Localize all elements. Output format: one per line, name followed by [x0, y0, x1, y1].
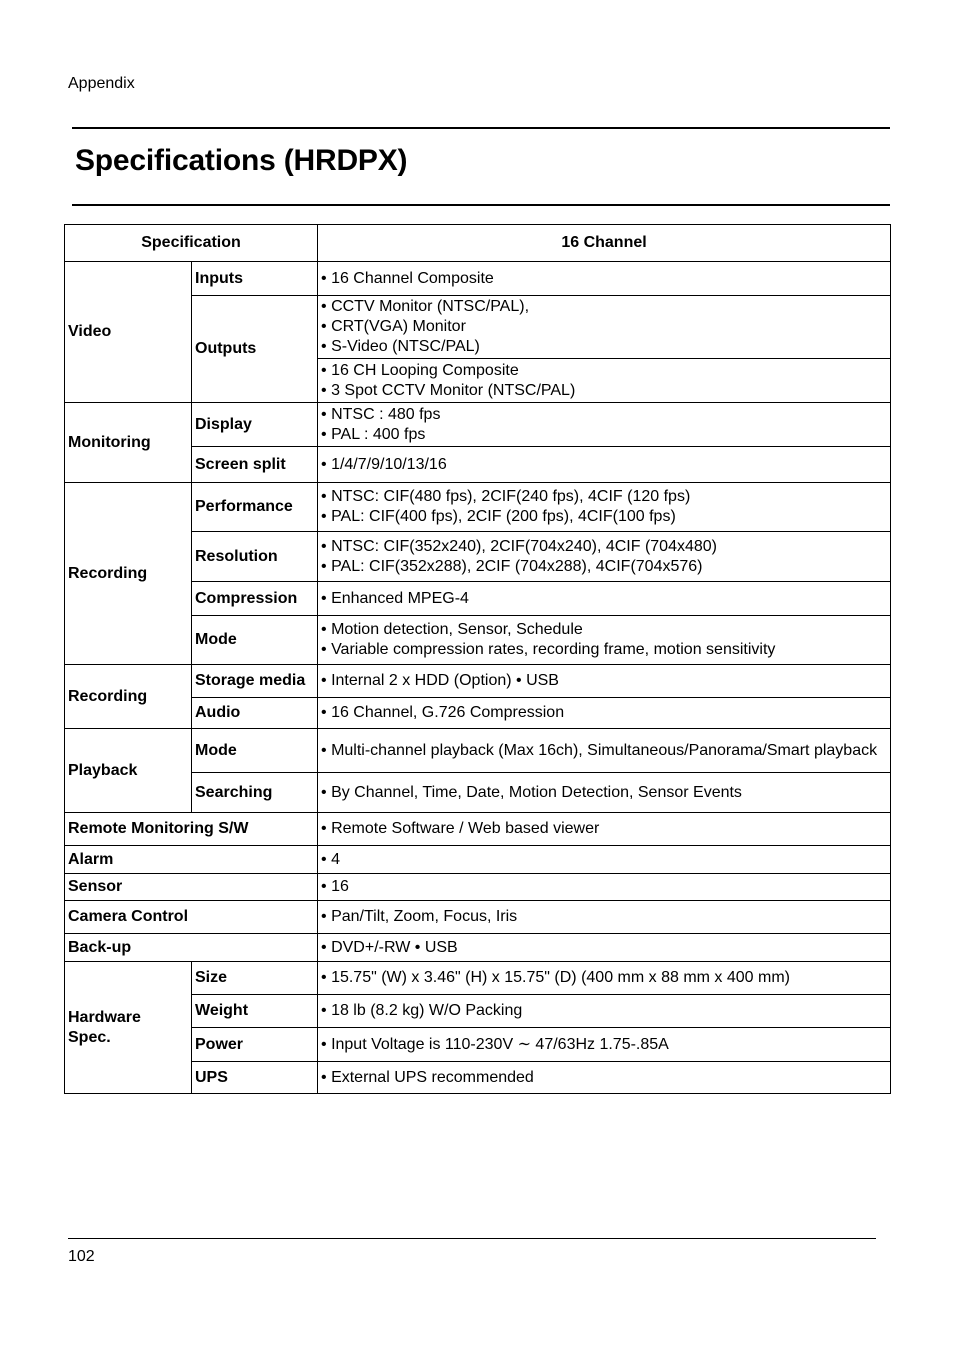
value-remote-monitoring: • Remote Software / Web based viewer [318, 813, 891, 846]
value-ups: • External UPS recommended [318, 1062, 891, 1094]
category-video: Video [65, 262, 192, 403]
value-size: • 15.75" (W) x 3.46" (H) x 15.75" (D) (400 mm x 88 mm x 400 mm) [318, 962, 891, 995]
page-title: Specifications (HRDPX) [75, 144, 408, 177]
value-playback-mode: • Multi-channel playback (Max 16ch), Simultaneous/Panorama/Smart playback [318, 729, 891, 773]
value-alarm: • 4 [318, 846, 891, 874]
table-row [65, 962, 891, 995]
specifications-table [64, 224, 891, 1094]
table-row [65, 262, 891, 296]
category-playback: Playback [65, 729, 192, 813]
section-label: Appendix [68, 75, 135, 92]
page-number: 102 [68, 1248, 95, 1265]
value-screen-split: • 1/4/7/9/10/13/16 [318, 447, 891, 483]
value-recording-mode: • Motion detection, Sensor, Schedule • Variable compression rates, recording frame, motion sensitivity [318, 616, 891, 665]
value-camera-control: • Pan/Tilt, Zoom, Focus, Iris [318, 901, 891, 934]
category-sensor: Sensor [65, 874, 318, 901]
category-recording-2: Recording [65, 665, 192, 729]
value-power: • Input Voltage is 110-230V ∼ 47/63Hz 1.75-.85A [318, 1028, 891, 1062]
value-performance: • NTSC: CIF(480 fps), 2CIF(240 fps), 4CIF (120 fps) • PAL: CIF(400 fps), 2CIF (200 fps), 4CIF(100 fps) [318, 483, 891, 532]
spec-searching: Searching [192, 773, 318, 813]
value-outputs-2: • 16 CH Looping Composite • 3 Spot CCTV Monitor (NTSC/PAL) [318, 359, 891, 403]
spec-resolution: Resolution [192, 532, 318, 582]
table-row [65, 403, 891, 447]
header-16-channel: 16 Channel [318, 225, 891, 262]
value-resolution: • NTSC: CIF(352x240), 2CIF(704x240), 4CIF (704x480) • PAL: CIF(352x288), 2CIF (704x288), 4CIF(704x576) [318, 532, 891, 582]
value-searching: • By Channel, Time, Date, Motion Detection, Sensor Events [318, 773, 891, 813]
value-compression: • Enhanced MPEG-4 [318, 582, 891, 616]
spec-audio: Audio [192, 698, 318, 729]
spec-screen-split: Screen split [192, 447, 318, 483]
table-row [65, 934, 891, 962]
table-row [65, 813, 891, 846]
value-weight: • 18 lb (8.2 kg) W/O Packing [318, 995, 891, 1028]
table-header-row [65, 225, 891, 262]
header-specification: Specification [65, 225, 318, 262]
table-row [65, 665, 891, 698]
spec-outputs: Outputs [192, 296, 318, 403]
value-sensor: • 16 [318, 874, 891, 901]
category-remote-monitoring: Remote Monitoring S/W [65, 813, 318, 846]
spec-power: Power [192, 1028, 318, 1062]
table-row [65, 846, 891, 874]
title-rule-bottom [72, 204, 890, 206]
value-backup: • DVD+/-RW • USB [318, 934, 891, 962]
value-storage-media: • Internal 2 x HDD (Option) • USB [318, 665, 891, 698]
table-row [65, 483, 891, 532]
category-camera-control: Camera Control [65, 901, 318, 934]
table-row [65, 729, 891, 773]
spec-playback-mode: Mode [192, 729, 318, 773]
category-monitoring: Monitoring [65, 403, 192, 483]
spec-display: Display [192, 403, 318, 447]
category-hardware-spec: Hardware Spec. [65, 962, 192, 1094]
category-recording: Recording [65, 483, 192, 665]
category-alarm: Alarm [65, 846, 318, 874]
table-row [65, 874, 891, 901]
spec-weight: Weight [192, 995, 318, 1028]
table-row [65, 901, 891, 934]
footer-rule [68, 1238, 876, 1239]
spec-compression: Compression [192, 582, 318, 616]
spec-ups: UPS [192, 1062, 318, 1094]
spec-size: Size [192, 962, 318, 995]
title-rule-top [72, 127, 890, 129]
category-backup: Back-up [65, 934, 318, 962]
value-inputs: • 16 Channel Composite [318, 262, 891, 296]
spec-recording-mode: Mode [192, 616, 318, 665]
spec-storage-media: Storage media [192, 665, 318, 698]
spec-performance: Performance [192, 483, 318, 532]
spec-inputs: Inputs [192, 262, 318, 296]
value-outputs-1: • CCTV Monitor (NTSC/PAL), • CRT(VGA) Monitor • S-Video (NTSC/PAL) [318, 296, 891, 359]
value-display: • NTSC : 480 fps • PAL : 400 fps [318, 403, 891, 447]
value-audio: • 16 Channel, G.726 Compression [318, 698, 891, 729]
